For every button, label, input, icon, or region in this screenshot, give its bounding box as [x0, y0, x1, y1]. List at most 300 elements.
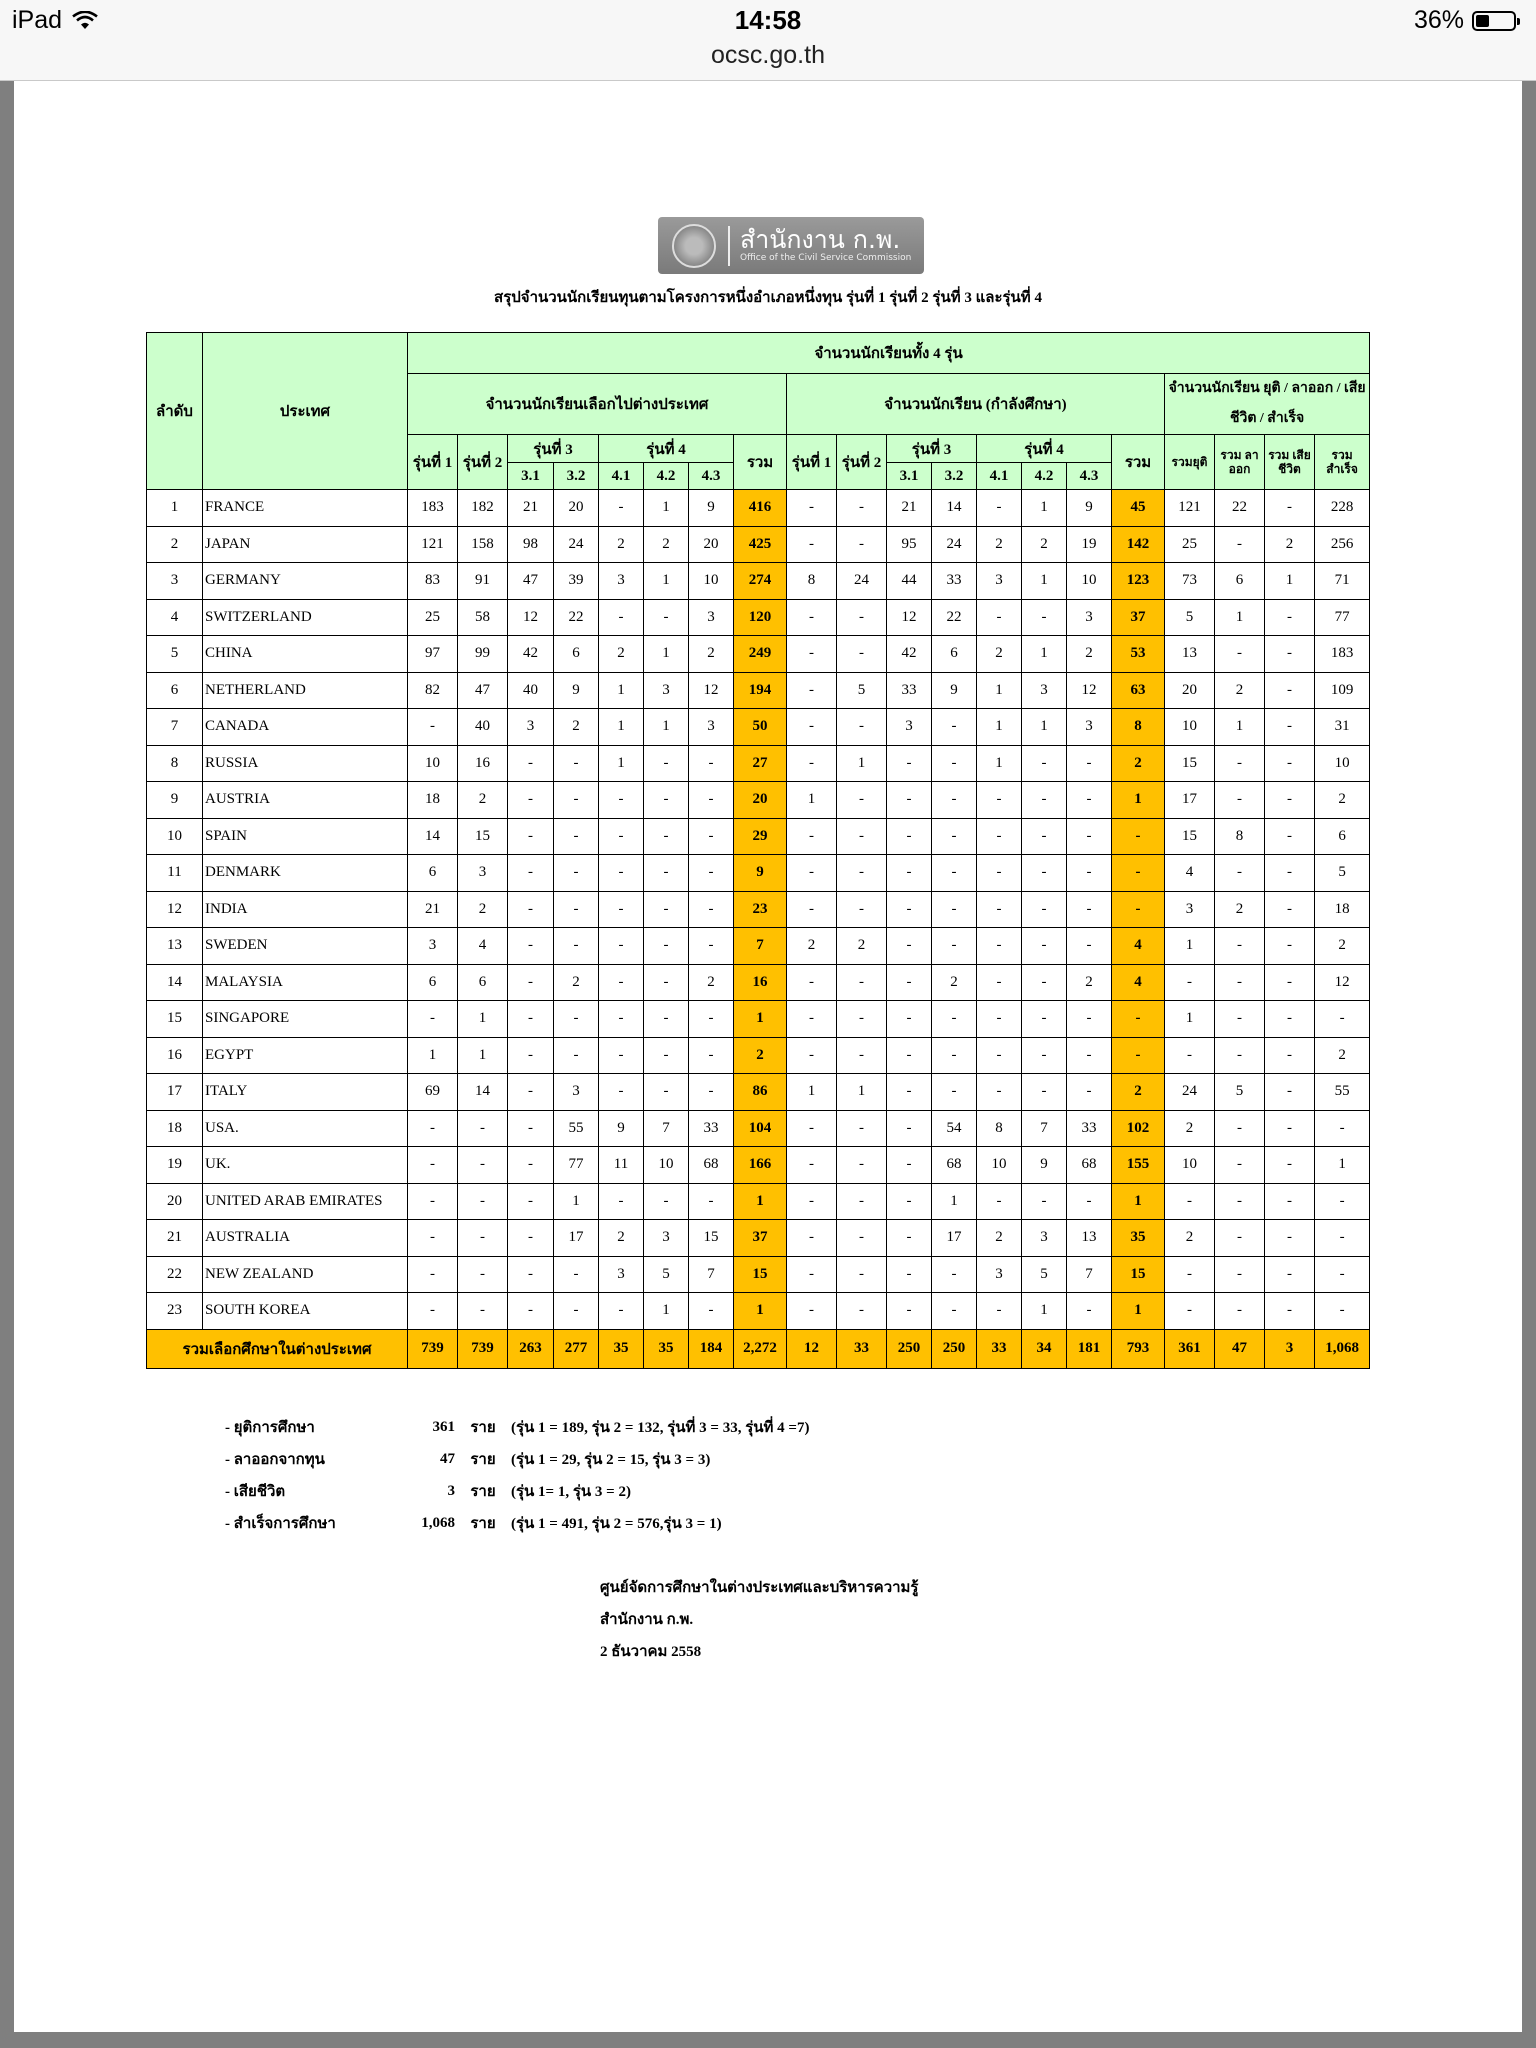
table-row [147, 928, 1370, 965]
note-detail: (รุ่น 1 = 189, รุ่น 2 = 132, รุ่นที่ 3 = 33, รุ่นที่ 4 =7) [511, 1420, 810, 1436]
value-cell: 12 [508, 599, 554, 636]
value-cell: 68 [932, 1147, 977, 1184]
table-row [147, 526, 1370, 563]
value-cell: - [644, 1037, 689, 1074]
row-number: 19 [147, 1147, 203, 1184]
value-cell: - [787, 1293, 837, 1330]
header-gen3: รุ่นที่ 3 [887, 435, 977, 463]
value-cell: 40 [458, 709, 508, 746]
value-cell: - [644, 891, 689, 928]
value-cell: 228 [1315, 490, 1370, 527]
value-cell: 3 [977, 1256, 1022, 1293]
sum-cell: 120 [734, 599, 787, 636]
sum-cell: 1 [734, 1293, 787, 1330]
logo-divider [728, 226, 730, 266]
value-cell: - [508, 745, 554, 782]
table-row [147, 599, 1370, 636]
page-frame-right [1522, 81, 1536, 2048]
value-cell: 10 [977, 1147, 1022, 1184]
value-cell: 14 [932, 490, 977, 527]
battery-fill [1476, 15, 1489, 27]
value-cell: - [1265, 964, 1315, 1001]
value-cell: 47 [508, 563, 554, 600]
row-number: 18 [147, 1110, 203, 1147]
country-name: INDIA [203, 891, 408, 928]
value-cell: - [977, 1074, 1022, 1111]
value-cell: 2 [1022, 526, 1067, 563]
value-cell: 1 [644, 636, 689, 673]
value-cell: - [458, 1220, 508, 1257]
value-cell: 54 [932, 1110, 977, 1147]
value-cell: 33 [1067, 1110, 1112, 1147]
value-cell: - [887, 1256, 932, 1293]
value-cell: - [1315, 1183, 1370, 1220]
sum-cell: 166 [734, 1147, 787, 1184]
value-cell: - [1165, 1183, 1215, 1220]
value-cell: - [599, 964, 644, 1001]
value-cell: - [787, 1183, 837, 1220]
value-cell: - [837, 1183, 887, 1220]
country-name: DENMARK [203, 855, 408, 892]
value-cell: - [508, 1147, 554, 1184]
value-cell: 1 [1022, 1293, 1067, 1330]
value-cell: - [1067, 928, 1112, 965]
value-cell: 47 [458, 672, 508, 709]
value-cell: - [887, 891, 932, 928]
value-cell: - [1265, 1001, 1315, 1038]
value-cell: - [837, 1293, 887, 1330]
value-cell: 2 [1067, 636, 1112, 673]
sum-cell: 45 [1112, 490, 1165, 527]
value-cell: 6 [1215, 563, 1265, 600]
value-cell: - [932, 1293, 977, 1330]
value-cell: - [508, 1220, 554, 1257]
note-val: 3 [447, 1482, 455, 1499]
value-cell: 73 [1165, 563, 1215, 600]
value-cell: - [977, 818, 1022, 855]
value-cell: - [837, 599, 887, 636]
value-cell: - [977, 928, 1022, 965]
value-cell: 2 [977, 526, 1022, 563]
row-number: 6 [147, 672, 203, 709]
logo-english: Office of the Civil Service Commission [740, 253, 912, 263]
address-bar[interactable]: ocsc.go.th [711, 41, 825, 69]
header-gen3: รุ่นที่ 3 [508, 435, 599, 463]
value-cell: 10 [689, 563, 734, 600]
signoff-department: ศูนย์จัดการศึกษาในต่างประเทศและบริหารความรู้ [600, 1580, 919, 1596]
value-cell: - [554, 1256, 599, 1293]
header-sub-3-2: 3.2 [932, 463, 977, 490]
total-cell: 263 [508, 1329, 554, 1368]
value-cell: 12 [1067, 672, 1112, 709]
value-cell: 5 [1215, 1074, 1265, 1111]
value-cell: 7 [689, 1256, 734, 1293]
value-cell: - [599, 1074, 644, 1111]
value-cell: 17 [1165, 782, 1215, 819]
country-name: EGYPT [203, 1037, 408, 1074]
header-resigned: รวม ลาออก [1215, 435, 1265, 490]
value-cell: 44 [887, 563, 932, 600]
value-cell: 5 [1315, 855, 1370, 892]
value-cell: 19 [1067, 526, 1112, 563]
value-cell: 25 [1165, 526, 1215, 563]
row-number: 8 [147, 745, 203, 782]
value-cell: 1 [458, 1001, 508, 1038]
value-cell: - [1215, 928, 1265, 965]
value-cell: - [408, 1110, 458, 1147]
value-cell: 2 [1315, 1037, 1370, 1074]
value-cell: 69 [408, 1074, 458, 1111]
logo-text [740, 227, 911, 264]
sum-cell: - [1112, 855, 1165, 892]
header-status-group: จำนวนนักเรียน ยุติ / ลาออก / เสียชีวิต / สำเร็จ [1165, 374, 1370, 435]
value-cell: 10 [1165, 709, 1215, 746]
value-cell: - [787, 599, 837, 636]
value-cell: - [1067, 782, 1112, 819]
value-cell: 12 [1315, 964, 1370, 1001]
value-cell: 10 [1315, 745, 1370, 782]
value-cell: 1 [1165, 928, 1215, 965]
value-cell: 2 [599, 526, 644, 563]
page-frame-left [0, 81, 14, 2048]
header-sub-4-1: 4.1 [599, 463, 644, 490]
value-cell: - [644, 745, 689, 782]
value-cell: - [508, 1037, 554, 1074]
value-cell: 3 [599, 1256, 644, 1293]
sum-cell: 123 [1112, 563, 1165, 600]
sum-cell: 2 [734, 1037, 787, 1074]
sum-cell: 1 [1112, 1183, 1165, 1220]
value-cell: 33 [689, 1110, 734, 1147]
value-cell: 10 [1067, 563, 1112, 600]
value-cell: - [1165, 964, 1215, 1001]
value-cell: 24 [554, 526, 599, 563]
value-cell: - [644, 1183, 689, 1220]
value-cell: - [1022, 1074, 1067, 1111]
sum-cell: 1 [734, 1183, 787, 1220]
value-cell: - [787, 891, 837, 928]
value-cell: 1 [644, 563, 689, 600]
value-cell: 2 [1265, 526, 1315, 563]
row-number: 5 [147, 636, 203, 673]
value-cell: 20 [554, 490, 599, 527]
value-cell: 91 [458, 563, 508, 600]
value-cell: - [1022, 818, 1067, 855]
value-cell: 21 [508, 490, 554, 527]
value-cell: - [887, 818, 932, 855]
value-cell: - [644, 855, 689, 892]
value-cell: - [1265, 672, 1315, 709]
table-row [147, 1037, 1370, 1074]
value-cell: - [599, 818, 644, 855]
note-label: - ยุติการศึกษา [225, 1420, 315, 1436]
value-cell: - [554, 818, 599, 855]
value-cell: 2 [1067, 964, 1112, 1001]
sum-cell: 1 [1112, 782, 1165, 819]
value-cell: - [689, 818, 734, 855]
value-cell: 183 [408, 490, 458, 527]
value-cell: - [1165, 1256, 1215, 1293]
value-cell: 7 [1022, 1110, 1067, 1147]
value-cell: - [1022, 1037, 1067, 1074]
value-cell: 1 [977, 672, 1022, 709]
value-cell: - [977, 490, 1022, 527]
total-cell: 739 [458, 1329, 508, 1368]
sum-cell: 37 [734, 1220, 787, 1257]
value-cell: 22 [554, 599, 599, 636]
value-cell: 77 [1315, 599, 1370, 636]
value-cell: 97 [408, 636, 458, 673]
note-label: - ลาออกจากทุน [225, 1452, 325, 1468]
value-cell: 1 [644, 709, 689, 746]
value-cell: - [508, 855, 554, 892]
country-name: SINGAPORE [203, 1001, 408, 1038]
total-row [147, 1329, 1370, 1368]
value-cell: - [1215, 1220, 1265, 1257]
table-row [147, 891, 1370, 928]
value-cell: - [1265, 636, 1315, 673]
value-cell: 2 [1165, 1220, 1215, 1257]
value-cell: 4 [1165, 855, 1215, 892]
total-cell: 739 [408, 1329, 458, 1368]
value-cell: - [1265, 599, 1315, 636]
value-cell: - [977, 1001, 1022, 1038]
country-name: GERMANY [203, 563, 408, 600]
sum-cell: - [1112, 1037, 1165, 1074]
value-cell: - [837, 1110, 887, 1147]
value-cell: 2 [458, 782, 508, 819]
sum-cell: 155 [1112, 1147, 1165, 1184]
row-number: 22 [147, 1256, 203, 1293]
note-label: - เสียชีวิต [225, 1484, 286, 1500]
value-cell: 13 [1067, 1220, 1112, 1257]
sum-cell: 1 [734, 1001, 787, 1038]
value-cell: - [787, 1037, 837, 1074]
value-cell: - [508, 891, 554, 928]
value-cell: - [458, 1110, 508, 1147]
value-cell: - [1067, 855, 1112, 892]
country-name: NEW ZEALAND [203, 1256, 408, 1293]
value-cell: 24 [932, 526, 977, 563]
country-name: CHINA [203, 636, 408, 673]
value-cell: - [932, 1037, 977, 1074]
value-cell: - [977, 1037, 1022, 1074]
value-cell: - [644, 818, 689, 855]
value-cell: 3 [458, 855, 508, 892]
value-cell: - [644, 782, 689, 819]
country-name: SWITZERLAND [203, 599, 408, 636]
value-cell: - [1215, 1256, 1265, 1293]
value-cell: - [787, 1110, 837, 1147]
value-cell: - [837, 1147, 887, 1184]
sum-cell: 142 [1112, 526, 1165, 563]
value-cell: 2 [458, 891, 508, 928]
country-name: RUSSIA [203, 745, 408, 782]
value-cell: - [887, 1110, 932, 1147]
value-cell: 5 [1022, 1256, 1067, 1293]
value-cell: - [1215, 855, 1265, 892]
value-cell: - [837, 891, 887, 928]
value-cell: - [508, 1183, 554, 1220]
value-cell: 5 [644, 1256, 689, 1293]
value-cell: - [1067, 745, 1112, 782]
value-cell: - [837, 818, 887, 855]
value-cell: 14 [458, 1074, 508, 1111]
value-cell: 9 [599, 1110, 644, 1147]
value-cell: - [1315, 1220, 1370, 1257]
row-number: 12 [147, 891, 203, 928]
sum-cell: 86 [734, 1074, 787, 1111]
value-cell: - [837, 636, 887, 673]
country-name: MALAYSIA [203, 964, 408, 1001]
value-cell: 1 [458, 1037, 508, 1074]
value-cell: 10 [408, 745, 458, 782]
row-number: 13 [147, 928, 203, 965]
value-cell: - [599, 1001, 644, 1038]
value-cell: 99 [458, 636, 508, 673]
value-cell: - [599, 1183, 644, 1220]
header-sub-4-2: 4.2 [1022, 463, 1067, 490]
header-gen4: รุ่นที่ 4 [977, 435, 1112, 463]
value-cell: 1 [1022, 490, 1067, 527]
header-sub-4-2: 4.2 [644, 463, 689, 490]
value-cell: 1 [977, 709, 1022, 746]
value-cell: 9 [689, 490, 734, 527]
value-cell: - [1215, 1110, 1265, 1147]
value-cell: 77 [554, 1147, 599, 1184]
value-cell: - [1265, 1220, 1315, 1257]
value-cell: 3 [599, 563, 644, 600]
value-cell: 20 [1165, 672, 1215, 709]
table-row [147, 1220, 1370, 1257]
note-detail: (รุ่น 1 = 29, รุ่น 2 = 15, รุ่น 3 = 3) [511, 1452, 711, 1468]
value-cell: - [787, 1256, 837, 1293]
table-row [147, 1183, 1370, 1220]
value-cell: 16 [458, 745, 508, 782]
value-cell: - [887, 1220, 932, 1257]
note-row [225, 1475, 809, 1507]
value-cell: 5 [837, 672, 887, 709]
value-cell: 1 [1315, 1147, 1370, 1184]
header-country: ประเทศ [203, 333, 408, 490]
value-cell: - [1022, 891, 1067, 928]
value-cell: 1 [1215, 599, 1265, 636]
value-cell: - [1215, 1001, 1265, 1038]
total-cell: 34 [1022, 1329, 1067, 1368]
notes [225, 1411, 809, 1539]
value-cell: 68 [689, 1147, 734, 1184]
header-gen1: รุ่นที่ 1 [787, 435, 837, 490]
value-cell: 15 [1165, 818, 1215, 855]
value-cell: - [508, 1074, 554, 1111]
row-number: 15 [147, 1001, 203, 1038]
document-title: สรุปจำนวนนักเรียนทุนตามโครงการหนึ่งอำเภอหนึ่งทุน รุ่นที่ 1 รุ่นที่ 2 รุ่นที่ 3 และรุ่นที่ 4 [494, 290, 1042, 306]
value-cell: - [1067, 1183, 1112, 1220]
value-cell: 1 [837, 1074, 887, 1111]
value-cell: 256 [1315, 526, 1370, 563]
value-cell: - [554, 1037, 599, 1074]
note-row [225, 1411, 809, 1443]
value-cell: 7 [644, 1110, 689, 1147]
value-cell: - [508, 818, 554, 855]
value-cell: 6 [1315, 818, 1370, 855]
value-cell: 25 [408, 599, 458, 636]
sum-cell: - [1112, 891, 1165, 928]
total-cell: 33 [977, 1329, 1022, 1368]
note-val: 1,068 [421, 1514, 455, 1531]
value-cell: 7 [1067, 1256, 1112, 1293]
value-cell: - [1215, 745, 1265, 782]
value-cell: - [787, 490, 837, 527]
sum-cell: 425 [734, 526, 787, 563]
sum-cell: - [1112, 1001, 1165, 1038]
value-cell: 10 [1165, 1147, 1215, 1184]
total-cell: 35 [644, 1329, 689, 1368]
sum-cell: 27 [734, 745, 787, 782]
table-row [147, 709, 1370, 746]
country-name: SPAIN [203, 818, 408, 855]
value-cell: - [837, 709, 887, 746]
note-detail: (รุ่น 1 = 491, รุ่น 2 = 576,รุ่น 3 = 1) [511, 1516, 722, 1532]
sum-cell: 63 [1112, 672, 1165, 709]
signoff [600, 1572, 919, 1668]
table-row [147, 563, 1370, 600]
table-row [147, 1001, 1370, 1038]
page-frame-bottom [0, 2032, 1536, 2048]
value-cell: - [599, 1037, 644, 1074]
value-cell: - [837, 526, 887, 563]
header-sub-4-3: 4.3 [689, 463, 734, 490]
value-cell: - [1315, 1293, 1370, 1330]
value-cell: - [837, 964, 887, 1001]
value-cell: 2 [554, 964, 599, 1001]
value-cell: 121 [408, 526, 458, 563]
header-sub-4-3: 4.3 [1067, 463, 1112, 490]
value-cell: - [689, 928, 734, 965]
sum-cell: 50 [734, 709, 787, 746]
value-cell: - [599, 490, 644, 527]
value-cell: - [644, 599, 689, 636]
value-cell: 17 [554, 1220, 599, 1257]
value-cell: 14 [408, 818, 458, 855]
total-cell: 181 [1067, 1329, 1112, 1368]
value-cell: - [787, 964, 837, 1001]
value-cell: - [644, 1001, 689, 1038]
value-cell: 31 [1315, 709, 1370, 746]
value-cell: - [887, 1183, 932, 1220]
value-cell: - [1265, 1183, 1315, 1220]
value-cell: - [932, 855, 977, 892]
value-cell: - [689, 855, 734, 892]
value-cell: - [408, 1256, 458, 1293]
value-cell: 24 [1165, 1074, 1215, 1111]
value-cell: - [1265, 1293, 1315, 1330]
sum-cell: 4 [1112, 928, 1165, 965]
sum-cell: 194 [734, 672, 787, 709]
header-sub-3-2: 3.2 [554, 463, 599, 490]
value-cell: - [689, 782, 734, 819]
value-cell: 6 [554, 636, 599, 673]
value-cell: - [1215, 526, 1265, 563]
note-detail: (รุ่น 1= 1, รุ่น 3 = 2) [511, 1484, 631, 1500]
value-cell: 1 [554, 1183, 599, 1220]
sum-cell: 8 [1112, 709, 1165, 746]
value-cell: 9 [932, 672, 977, 709]
value-cell: 55 [554, 1110, 599, 1147]
value-cell: - [408, 709, 458, 746]
value-cell: - [887, 1074, 932, 1111]
row-number: 23 [147, 1293, 203, 1330]
